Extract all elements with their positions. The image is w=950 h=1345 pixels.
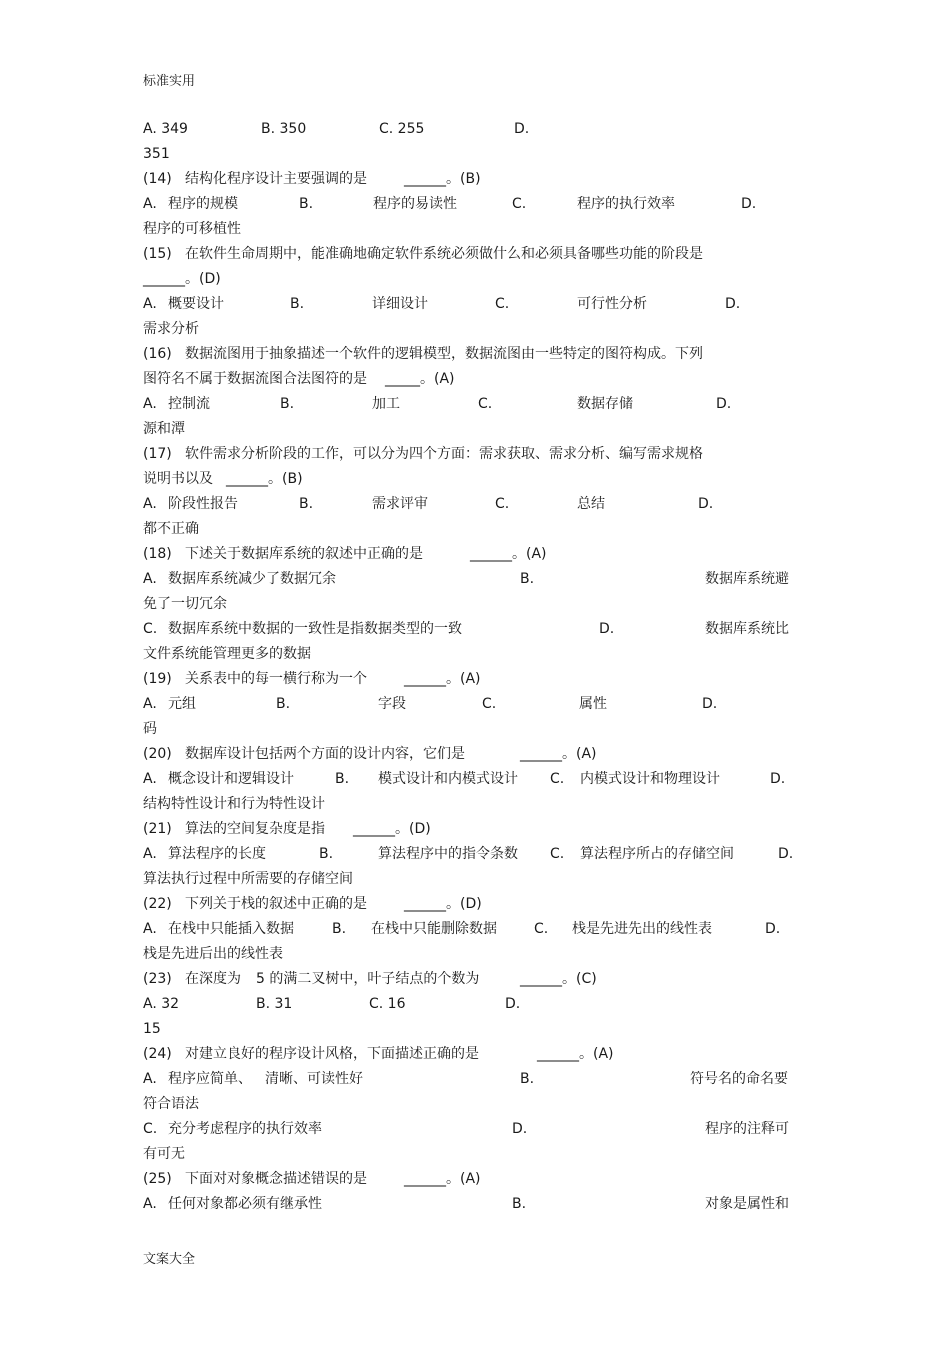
text-segment: C. 255 (379, 121, 425, 137)
question-line (143, 169, 803, 194)
question-line (143, 244, 803, 269)
question-number: (15) (143, 246, 172, 262)
text-segment: A. 349 (143, 121, 188, 137)
option-letter: D. (725, 296, 741, 312)
answer-blank: ______。(B) (226, 471, 303, 487)
question-line (143, 344, 803, 369)
question-text: 结构化程序设计主要强调的是 (185, 171, 367, 187)
question-line (143, 819, 803, 844)
answer-blank: ______。(B) (404, 171, 481, 187)
text-segment: 有可无 (143, 1146, 185, 1162)
option-line (143, 994, 803, 1019)
option-letter: A. (143, 571, 157, 587)
option-text: 模式设计和内模式设计 (378, 771, 518, 787)
option-text: 栈是先进先出的线性表 (572, 921, 712, 937)
option-text: 数据存储 (577, 396, 633, 412)
option-letter: A. (143, 396, 157, 412)
option-line (143, 694, 803, 719)
text-line (143, 1144, 803, 1169)
text-segment: 码 (143, 721, 157, 737)
question-line (143, 669, 803, 694)
option-text: C. 16 (369, 996, 406, 1012)
option-letter: C. (482, 696, 497, 712)
option-letter: A. (143, 771, 157, 787)
option-letter: D. (505, 996, 521, 1012)
question-number: (18) (143, 546, 172, 562)
text-line (143, 594, 803, 619)
option-line (143, 119, 803, 144)
text-line (143, 144, 803, 169)
option-letter: B. (319, 846, 334, 862)
option-letter: B. (276, 696, 291, 712)
option-text: 符号名的命名要 (690, 1071, 788, 1087)
option-letter: A. (143, 696, 157, 712)
option-letter: C. (495, 496, 510, 512)
question-number: (19) (143, 671, 172, 687)
question-text: 关系表中的每一横行称为一个 (185, 671, 367, 687)
option-text: 清晰、可读性好 (265, 1071, 363, 1087)
question-text: 说明书以及 (143, 471, 213, 487)
question-text: 5 的满二叉树中，叶子结点的个数为 (256, 971, 480, 987)
option-line (143, 194, 803, 219)
option-text: 数据库系统中数据的一致性是指数据类型的一致 (168, 621, 462, 637)
option-letter: C. (143, 1121, 158, 1137)
text-segment: 符合语法 (143, 1096, 199, 1112)
question-text: 软件需求分析阶段的工作，可以分为四个方面：需求获取、需求分析、编写需求规格 (185, 446, 703, 462)
question-line (143, 1044, 803, 1069)
text-line (143, 1019, 803, 1044)
option-text: 字段 (378, 696, 406, 712)
text-segment: 程序的可移植性 (143, 221, 241, 237)
text-line (143, 519, 803, 544)
question-text: 数据库设计包括两个方面的设计内容，它们是 (185, 746, 465, 762)
option-letter: D. (698, 496, 714, 512)
option-text: 对象是属性和 (705, 1196, 789, 1212)
option-text: 可行性分析 (577, 296, 647, 312)
option-letter: A. (143, 846, 157, 862)
text-segment: 都不正确 (143, 521, 199, 537)
text-segment: 算法执行过程中所需要的存储空间 (143, 871, 353, 887)
option-text: 程序的执行效率 (577, 196, 675, 212)
text-line (143, 419, 803, 444)
answer-blank: ______。(A) (520, 746, 597, 762)
option-text: 算法程序中的指令条数 (378, 846, 518, 862)
text-line (143, 644, 803, 669)
option-letter: C. (550, 846, 565, 862)
text-line (143, 944, 803, 969)
page-header: 标准实用 (143, 74, 196, 89)
option-letter: D. (770, 771, 786, 787)
question-line (143, 1169, 803, 1194)
option-letter: B. (520, 1071, 535, 1087)
question-number: (24) (143, 1046, 172, 1062)
option-letter: B. (332, 921, 347, 937)
text-segment: 结构特性设计和行为特性设计 (143, 796, 325, 812)
question-number: (22) (143, 896, 172, 912)
option-line (143, 394, 803, 419)
question-text: 图符名不属于数据流图合法图符的是 (143, 371, 367, 387)
option-text: 算法程序所占的存储空间 (580, 846, 734, 862)
text-line (143, 219, 803, 244)
option-line (143, 294, 803, 319)
option-text: 程序应简单、 (168, 1071, 252, 1087)
text-line (143, 269, 803, 294)
question-text: 在软件生命周期中，能准确地确定软件系统必须做什么和必须具备哪些功能的阶段是 (185, 246, 703, 262)
answer-blank: ______。(D) (353, 821, 431, 837)
option-letter: B. (280, 396, 295, 412)
option-text: B. 31 (256, 996, 293, 1012)
question-text: 下述关于数据库系统的叙述中正确的是 (185, 546, 423, 562)
question-number: (16) (143, 346, 172, 362)
answer-blank: ______。(A) (404, 671, 481, 687)
option-line (143, 1069, 803, 1094)
option-letter: D. (741, 196, 757, 212)
text-line (143, 794, 803, 819)
option-letter: C. (478, 396, 493, 412)
option-line (143, 1119, 803, 1144)
text-line (143, 869, 803, 894)
question-text: 下列关于栈的叙述中正确的是 (185, 896, 367, 912)
option-letter: D. (512, 1121, 528, 1137)
option-text: 数据库系统减少了数据冗余 (168, 571, 336, 587)
option-text: 内模式设计和物理设计 (580, 771, 720, 787)
option-letter: A. (143, 296, 157, 312)
question-number: (20) (143, 746, 172, 762)
question-line (143, 894, 803, 919)
text-segment: 351 (143, 146, 170, 162)
answer-blank: ______。(C) (520, 971, 597, 987)
option-line (143, 494, 803, 519)
question-number: (25) (143, 1171, 172, 1187)
option-text: 阶段性报告 (168, 496, 238, 512)
option-line (143, 844, 803, 869)
option-text: 概要设计 (168, 296, 224, 312)
text-line (143, 369, 803, 394)
text-line (143, 469, 803, 494)
text-segment: 源和潭 (143, 421, 185, 437)
question-number: (17) (143, 446, 172, 462)
answer-blank: ______。(D) (143, 271, 221, 287)
option-text: 程序的注释可 (705, 1121, 789, 1137)
option-text: 加工 (372, 396, 400, 412)
question-text: 在深度为 (185, 971, 241, 987)
option-text: A. 32 (143, 996, 180, 1012)
option-line (143, 619, 803, 644)
text-segment: 免了一切冗余 (143, 596, 227, 612)
option-text: 需求评审 (372, 496, 428, 512)
option-letter: B. (335, 771, 350, 787)
option-line (143, 569, 803, 594)
text-line (143, 719, 803, 744)
option-line (143, 769, 803, 794)
option-text: 算法程序的长度 (168, 846, 266, 862)
option-letter: C. (512, 196, 527, 212)
option-letter: A. (143, 196, 157, 212)
option-text: 控制流 (168, 396, 210, 412)
answer-blank: ______。(D) (404, 896, 482, 912)
option-letter: B. (520, 571, 535, 587)
option-letter: A. (143, 496, 157, 512)
answer-blank: _____。(A) (385, 371, 455, 387)
option-letter: A. (143, 1196, 157, 1212)
text-line (143, 319, 803, 344)
option-letter: A. (143, 1071, 157, 1087)
option-letter: C. (143, 621, 158, 637)
option-letter: A. (143, 921, 157, 937)
option-text: 总结 (577, 496, 605, 512)
text-segment: 15 (143, 1021, 161, 1037)
option-text: 属性 (579, 696, 607, 712)
question-number: (21) (143, 821, 172, 837)
question-line (143, 744, 803, 769)
question-number: (23) (143, 971, 172, 987)
text-segment: 文件系统能管理更多的数据 (143, 646, 311, 662)
option-letter: B. (512, 1196, 527, 1212)
option-letter: B. (290, 296, 305, 312)
option-text: 程序的规模 (168, 196, 238, 212)
option-letter: D. (702, 696, 718, 712)
answer-blank: ______。(A) (470, 546, 547, 562)
question-text: 对建立良好的程序设计风格，下面描述正确的是 (185, 1046, 479, 1062)
option-letter: B. (299, 496, 314, 512)
question-number: (14) (143, 171, 172, 187)
option-text: 充分考虑程序的执行效率 (168, 1121, 322, 1137)
question-line (143, 544, 803, 569)
question-text: 下面对对象概念描述错误的是 (185, 1171, 367, 1187)
option-text: 元组 (168, 696, 196, 712)
option-letter: D. (599, 621, 615, 637)
option-letter: D. (778, 846, 794, 862)
option-text: 在栈中只能插入数据 (168, 921, 294, 937)
question-text: 数据流图用于抽象描述一个软件的逻辑模型，数据流图由一些特定的图符构成。下列 (185, 346, 703, 362)
question-line (143, 444, 803, 469)
option-text: 在栈中只能删除数据 (371, 921, 497, 937)
option-letter: C. (550, 771, 565, 787)
option-text: 数据库系统比 (705, 621, 789, 637)
text-segment: 栈是先进后出的线性表 (143, 946, 283, 962)
option-text: 任何对象都必须有继承性 (168, 1196, 322, 1212)
option-letter: C. (534, 921, 549, 937)
text-segment: 需求分析 (143, 321, 199, 337)
page-footer: 文案大全 (143, 1252, 196, 1267)
answer-blank: ______。(A) (404, 1171, 481, 1187)
question-line (143, 969, 803, 994)
option-line (143, 1194, 803, 1219)
text-line (143, 1094, 803, 1119)
option-text: 概念设计和逻辑设计 (168, 771, 294, 787)
option-letter: C. (495, 296, 510, 312)
option-letter: D. (765, 921, 781, 937)
option-text: 程序的易读性 (373, 196, 457, 212)
option-letter: B. (299, 196, 314, 212)
document-body (143, 119, 803, 1219)
question-text: 算法的空间复杂度是指 (185, 821, 325, 837)
option-text: 数据库系统避 (705, 571, 789, 587)
text-segment: D. (514, 121, 530, 137)
option-line (143, 919, 803, 944)
option-letter: D. (716, 396, 732, 412)
text-segment: B. 350 (261, 121, 307, 137)
option-text: 详细设计 (372, 296, 428, 312)
answer-blank: ______。(A) (537, 1046, 614, 1062)
